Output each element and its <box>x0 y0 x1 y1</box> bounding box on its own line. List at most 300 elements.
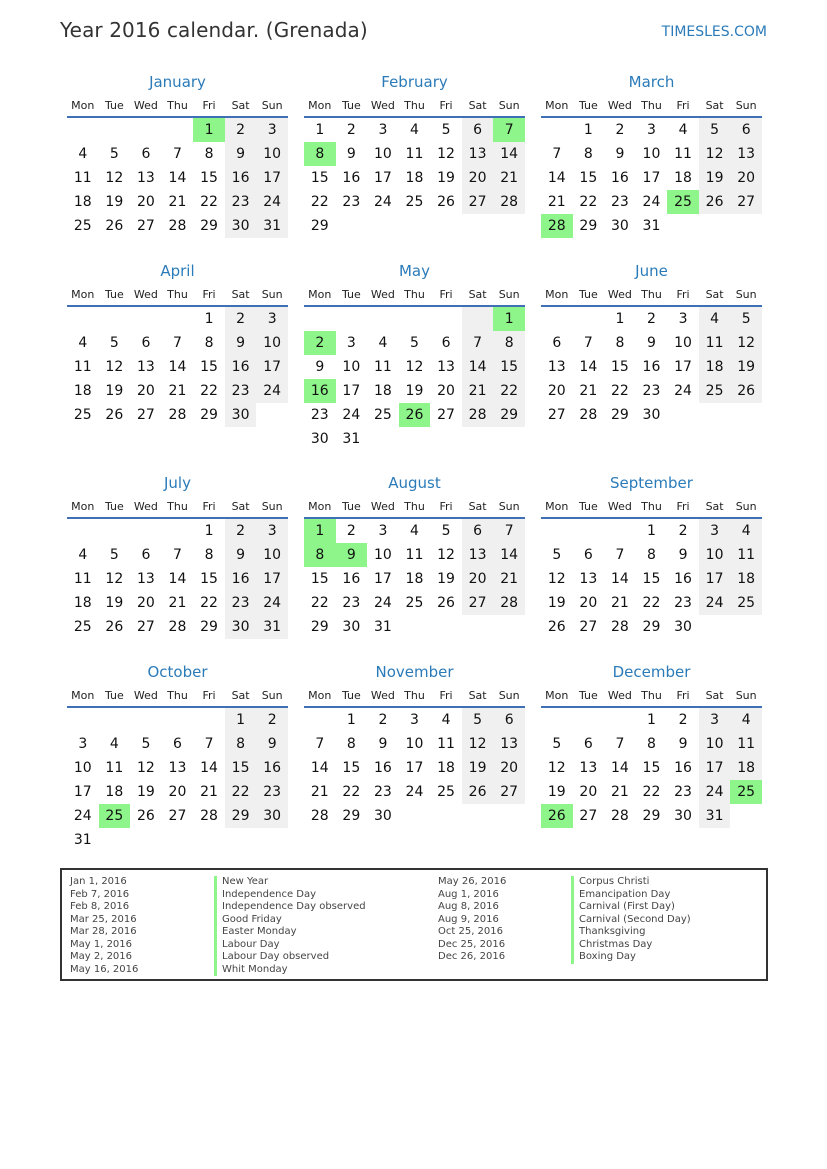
month-name: April <box>160 262 195 280</box>
day-cell: 3 <box>699 519 731 543</box>
day-cell: 12 <box>547 760 566 776</box>
day-cell: 2 <box>346 122 356 138</box>
legend-date: Feb 8, 2016 <box>70 901 130 912</box>
day-cell: 6 <box>141 146 151 162</box>
day-cell: 8 <box>204 547 214 563</box>
weekday-header <box>67 283 288 307</box>
empty-day-cell <box>541 708 573 732</box>
day-cell: 18 <box>674 170 692 186</box>
weekday-label: Tue <box>341 98 361 112</box>
day-cell: 26 <box>547 619 566 635</box>
legend-date: Dec 26, 2016 <box>438 951 506 962</box>
day-cell: 10 <box>256 331 288 355</box>
day-cell: 29 <box>342 808 361 824</box>
empty-day-cell <box>130 118 162 142</box>
day-cell: 28 <box>493 190 525 214</box>
day-cell: 27 <box>462 591 494 615</box>
day-cell: 28 <box>462 403 494 427</box>
month-march <box>541 70 762 238</box>
weekday-label: Thu <box>404 688 425 702</box>
day-cell: 3 <box>256 519 288 543</box>
weekday-label: Sat <box>705 287 724 301</box>
day-cell: 25 <box>699 379 731 403</box>
legend-date: Jan 1, 2016 <box>70 876 127 887</box>
day-grid <box>67 118 288 238</box>
day-cell: 4 <box>678 122 688 138</box>
day-cell: 30 <box>342 619 361 635</box>
day-cell: 18 <box>730 567 762 591</box>
empty-day-cell <box>430 307 462 331</box>
day-cell: 7 <box>315 736 325 752</box>
day-cell: 4 <box>378 335 388 351</box>
day-cell: 15 <box>225 756 257 780</box>
weekday-label: Thu <box>641 499 662 513</box>
legend-holiday-name: Carnival (Second Day) <box>571 914 691 927</box>
day-cell: 29 <box>493 403 525 427</box>
weekday-label: Wed <box>370 287 395 301</box>
day-cell: 29 <box>225 804 257 828</box>
day-cell: 18 <box>699 355 731 379</box>
day-cell: 5 <box>699 118 731 142</box>
day-cell: 19 <box>547 595 566 611</box>
month-name: January <box>149 73 206 91</box>
empty-day-cell <box>604 519 636 543</box>
day-cell: 20 <box>730 166 762 190</box>
day-cell: 10 <box>642 146 661 162</box>
holiday-day-cell: 1 <box>193 118 225 142</box>
day-cell: 27 <box>136 619 155 635</box>
legend-holiday-name: Boxing Day <box>571 951 691 964</box>
weekday-label: Wed <box>607 287 632 301</box>
weekday-header <box>304 283 525 307</box>
day-cell: 20 <box>579 784 598 800</box>
day-cell: 22 <box>610 383 629 399</box>
day-cell: 17 <box>699 567 731 591</box>
day-cell: 7 <box>173 335 182 351</box>
legend-holiday-name: Easter Monday <box>214 926 366 939</box>
day-grid <box>541 118 762 238</box>
month-name: December <box>612 663 691 681</box>
day-cell: 20 <box>136 383 155 399</box>
day-cell: 1 <box>204 523 214 539</box>
day-cell: 25 <box>73 218 92 234</box>
empty-day-cell <box>336 307 368 331</box>
legend-date: Dec 25, 2016 <box>438 938 506 950</box>
day-cell: 29 <box>642 808 661 824</box>
weekday-header <box>304 684 525 708</box>
legend-date: Feb 7, 2016 <box>70 888 130 900</box>
empty-day-cell <box>573 708 605 732</box>
holiday-day-cell: 25 <box>99 804 131 828</box>
day-cell: 31 <box>256 214 288 238</box>
weekday-label: Tue <box>104 499 124 513</box>
weekday-label: Fri <box>439 499 453 513</box>
day-cell: 3 <box>378 523 388 539</box>
day-cell: 11 <box>73 170 92 186</box>
day-cell: 31 <box>73 832 92 848</box>
day-cell: 21 <box>493 166 525 190</box>
holiday-day-cell: 9 <box>336 543 368 567</box>
day-cell: 6 <box>583 736 593 752</box>
day-cell: 18 <box>73 595 92 611</box>
day-cell: 19 <box>105 383 124 399</box>
day-cell: 24 <box>73 808 92 824</box>
day-cell: 16 <box>642 359 661 375</box>
holiday-day-cell: 7 <box>493 118 525 142</box>
day-cell: 24 <box>699 780 731 804</box>
day-cell: 11 <box>674 146 692 162</box>
legend-dates-col-1 <box>70 876 138 976</box>
day-cell: 2 <box>225 519 257 543</box>
day-cell: 14 <box>200 760 218 776</box>
day-cell: 17 <box>342 383 361 399</box>
day-cell: 21 <box>168 595 187 611</box>
day-cell: 14 <box>168 359 187 375</box>
day-cell: 23 <box>610 194 629 210</box>
empty-day-cell <box>604 708 636 732</box>
day-cell: 3 <box>647 122 656 138</box>
weekday-label: Sun <box>498 499 520 513</box>
holiday-day-cell: 2 <box>304 331 336 355</box>
weekday-label: Thu <box>167 98 188 112</box>
day-cell: 10 <box>256 543 288 567</box>
month-september <box>541 471 762 639</box>
weekday-label: Fri <box>202 688 216 702</box>
day-cell: 17 <box>256 567 288 591</box>
day-cell: 1 <box>204 311 214 327</box>
day-cell: 20 <box>168 784 187 800</box>
weekday-label: Mon <box>308 287 332 301</box>
weekday-label: Mon <box>308 98 332 112</box>
day-cell: 23 <box>256 780 288 804</box>
day-cell: 24 <box>699 591 731 615</box>
day-cell: 2 <box>678 523 688 539</box>
month-name: August <box>388 474 441 492</box>
weekday-label: Thu <box>404 287 425 301</box>
day-cell: 9 <box>615 146 625 162</box>
weekday-label: Mon <box>71 499 95 513</box>
empty-day-cell <box>67 708 99 732</box>
day-cell: 13 <box>136 170 155 186</box>
legend-holiday-name: Emancipation Day <box>571 889 691 902</box>
day-cell: 15 <box>579 170 598 186</box>
month-november <box>304 660 525 852</box>
weekday-label: Sun <box>261 287 283 301</box>
weekday-label: Fri <box>202 98 216 112</box>
day-cell: 29 <box>579 218 598 234</box>
day-cell: 27 <box>462 190 494 214</box>
day-grid <box>541 708 762 828</box>
day-cell: 15 <box>342 760 361 776</box>
day-cell: 18 <box>405 170 424 186</box>
weekday-label: Fri <box>202 287 216 301</box>
month-name: September <box>610 474 693 492</box>
day-cell: 29 <box>310 218 329 234</box>
day-cell: 30 <box>373 808 392 824</box>
weekday-label: Tue <box>341 688 361 702</box>
month-row <box>67 471 762 639</box>
day-cell: 24 <box>342 407 361 423</box>
day-cell: 31 <box>373 619 392 635</box>
day-cell: 14 <box>310 760 329 776</box>
holiday-day-cell: 1 <box>304 519 336 543</box>
weekday-label: Sun <box>735 98 757 112</box>
day-cell: 2 <box>615 122 625 138</box>
day-cell: 23 <box>642 383 661 399</box>
legend-date: Aug 8, 2016 <box>438 901 499 912</box>
day-cell: 24 <box>256 379 288 403</box>
empty-day-cell <box>573 519 605 543</box>
day-cell: 2 <box>225 118 257 142</box>
day-cell: 23 <box>342 595 361 611</box>
day-cell: 22 <box>342 784 361 800</box>
day-cell: 18 <box>73 194 92 210</box>
day-cell: 23 <box>225 591 257 615</box>
day-cell: 11 <box>405 146 424 162</box>
month-name: March <box>628 73 675 91</box>
day-cell: 21 <box>547 194 566 210</box>
day-cell: 22 <box>493 379 525 403</box>
empty-day-cell <box>99 519 131 543</box>
day-cell: 7 <box>462 331 494 355</box>
day-cell: 14 <box>493 142 525 166</box>
day-cell: 12 <box>437 146 455 162</box>
day-cell: 22 <box>310 194 329 210</box>
weekday-label: Tue <box>104 688 124 702</box>
day-cell: 27 <box>579 619 598 635</box>
day-cell: 16 <box>256 756 288 780</box>
empty-day-cell <box>130 519 162 543</box>
weekday-label: Sat <box>468 287 487 301</box>
day-cell: 11 <box>437 736 455 752</box>
weekday-label: Tue <box>578 499 598 513</box>
day-cell: 21 <box>168 383 187 399</box>
day-cell: 15 <box>200 170 218 186</box>
day-cell: 8 <box>225 732 257 756</box>
empty-day-cell <box>573 307 605 331</box>
day-cell: 9 <box>678 547 688 563</box>
day-cell: 26 <box>462 780 494 804</box>
weekday-label: Sat <box>705 688 724 702</box>
holiday-day-cell: 8 <box>304 142 336 166</box>
day-cell: 3 <box>410 712 419 728</box>
month-name: July <box>164 474 191 492</box>
weekday-header <box>541 684 762 708</box>
day-cell: 3 <box>378 122 388 138</box>
holiday-day-cell: 25 <box>730 780 762 804</box>
day-cell: 21 <box>168 194 187 210</box>
weekday-label: Wed <box>133 98 158 112</box>
month-december <box>541 660 762 852</box>
day-grid <box>541 519 762 639</box>
day-cell: 24 <box>373 595 392 611</box>
legend-date: May 16, 2016 <box>70 963 139 975</box>
weekday-label: Sun <box>261 98 283 112</box>
day-cell: 11 <box>699 331 731 355</box>
month-name: October <box>147 663 208 681</box>
holiday-day-cell: 26 <box>541 804 573 828</box>
day-cell: 12 <box>136 760 155 776</box>
day-cell: 3 <box>346 335 356 351</box>
weekday-label: Sat <box>231 287 250 301</box>
day-cell: 15 <box>310 170 329 186</box>
month-row <box>67 660 762 852</box>
day-cell: 6 <box>730 118 762 142</box>
day-cell: 6 <box>141 547 151 563</box>
weekday-label: Sat <box>231 499 250 513</box>
day-cell: 19 <box>105 595 124 611</box>
day-cell: 9 <box>225 331 257 355</box>
day-cell: 13 <box>730 142 762 166</box>
day-cell: 5 <box>410 335 419 351</box>
weekday-label: Thu <box>641 98 662 112</box>
day-cell: 30 <box>610 218 629 234</box>
day-cell: 2 <box>225 307 257 331</box>
legend-holiday-name: Independence Day <box>214 889 366 902</box>
weekday-label: Sat <box>705 98 724 112</box>
day-cell: 28 <box>493 591 525 615</box>
day-cell: 30 <box>674 808 692 824</box>
empty-day-cell <box>99 708 131 732</box>
day-cell: 18 <box>373 383 392 399</box>
day-cell: 14 <box>610 760 629 776</box>
day-cell: 24 <box>256 591 288 615</box>
weekday-label: Tue <box>341 287 361 301</box>
weekday-label: Fri <box>202 499 216 513</box>
day-cell: 20 <box>462 166 494 190</box>
empty-day-cell <box>162 307 194 331</box>
day-cell: 9 <box>678 736 688 752</box>
day-cell: 7 <box>583 335 593 351</box>
day-cell: 16 <box>674 760 692 776</box>
day-cell: 7 <box>173 547 182 563</box>
day-cell: 10 <box>699 543 731 567</box>
weekday-label: Thu <box>167 499 188 513</box>
legend-date: Mar 25, 2016 <box>70 913 137 925</box>
day-cell: 6 <box>493 708 525 732</box>
legend-date: May 26, 2016 <box>438 876 507 887</box>
day-cell: 5 <box>552 547 562 563</box>
empty-day-cell <box>399 307 431 331</box>
weekday-label: Thu <box>404 98 425 112</box>
day-cell: 2 <box>647 311 656 327</box>
weekday-label: Wed <box>607 499 632 513</box>
day-cell: 7 <box>552 146 562 162</box>
day-cell: 30 <box>674 619 692 635</box>
weekday-label: Sun <box>498 287 520 301</box>
day-cell: 16 <box>225 355 257 379</box>
day-cell: 8 <box>346 736 356 752</box>
day-cell: 3 <box>699 708 731 732</box>
day-cell: 1 <box>615 311 625 327</box>
day-cell: 4 <box>410 523 419 539</box>
day-cell: 17 <box>373 571 392 587</box>
day-cell: 1 <box>647 523 656 539</box>
day-cell: 25 <box>73 407 92 423</box>
day-cell: 16 <box>674 571 692 587</box>
legend-holiday-name: Whit Monday <box>214 964 366 977</box>
weekday-label: Sat <box>468 688 487 702</box>
weekday-label: Wed <box>370 499 395 513</box>
day-cell: 23 <box>342 194 361 210</box>
day-cell: 13 <box>547 359 566 375</box>
day-cell: 31 <box>642 218 661 234</box>
day-cell: 6 <box>552 335 562 351</box>
legend-holiday-name: Corpus Christi <box>571 876 691 889</box>
month-name: November <box>375 663 454 681</box>
holiday-day-cell: 8 <box>304 543 336 567</box>
legend-holiday-name: Thanksgiving <box>571 926 691 939</box>
day-cell: 1 <box>315 122 325 138</box>
day-cell: 11 <box>405 547 424 563</box>
legend-dates-col-2 <box>438 876 506 964</box>
day-cell: 11 <box>730 732 762 756</box>
day-cell: 7 <box>615 736 625 752</box>
day-cell: 4 <box>730 519 762 543</box>
day-cell: 3 <box>78 736 88 752</box>
day-cell: 6 <box>462 118 494 142</box>
day-cell: 20 <box>493 756 525 780</box>
day-cell: 18 <box>730 756 762 780</box>
weekday-label: Tue <box>104 287 124 301</box>
day-cell: 16 <box>225 567 257 591</box>
day-cell: 27 <box>547 407 566 423</box>
day-cell: 1 <box>583 122 593 138</box>
day-cell: 29 <box>200 619 218 635</box>
weekday-header <box>304 94 525 118</box>
day-cell: 15 <box>642 571 661 587</box>
day-cell: 24 <box>642 194 661 210</box>
weekday-label: Mon <box>308 499 332 513</box>
weekday-label: Mon <box>71 287 95 301</box>
day-cell: 31 <box>699 804 731 828</box>
holiday-day-cell: 1 <box>493 307 525 331</box>
day-cell: 27 <box>730 190 762 214</box>
legend-holiday-name: Independence Day observed <box>214 901 366 914</box>
empty-day-cell <box>67 118 99 142</box>
day-cell: 4 <box>78 547 88 563</box>
weekday-label: Wed <box>607 688 632 702</box>
day-cell: 1 <box>647 712 656 728</box>
day-cell: 8 <box>204 146 214 162</box>
month-january <box>67 70 288 238</box>
day-cell: 23 <box>674 595 692 611</box>
day-grid <box>67 307 288 427</box>
day-cell: 16 <box>610 170 629 186</box>
weekday-label: Sun <box>735 287 757 301</box>
day-cell: 5 <box>441 523 451 539</box>
day-cell: 6 <box>441 335 451 351</box>
day-cell: 17 <box>674 359 692 375</box>
day-cell: 19 <box>105 194 124 210</box>
day-cell: 15 <box>610 359 629 375</box>
empty-day-cell <box>162 118 194 142</box>
day-cell: 14 <box>547 170 566 186</box>
day-cell: 1 <box>346 712 356 728</box>
empty-day-cell <box>304 708 336 732</box>
site-link[interactable]: TIMESLES.COM <box>661 24 767 40</box>
weekday-label: Fri <box>676 688 690 702</box>
day-grid <box>304 708 525 828</box>
day-cell: 28 <box>310 808 329 824</box>
day-cell: 4 <box>109 736 119 752</box>
day-cell: 3 <box>256 118 288 142</box>
day-cell: 11 <box>73 571 92 587</box>
day-cell: 8 <box>615 335 625 351</box>
day-cell: 10 <box>674 335 692 351</box>
day-cell: 4 <box>78 335 88 351</box>
day-cell: 15 <box>200 571 218 587</box>
